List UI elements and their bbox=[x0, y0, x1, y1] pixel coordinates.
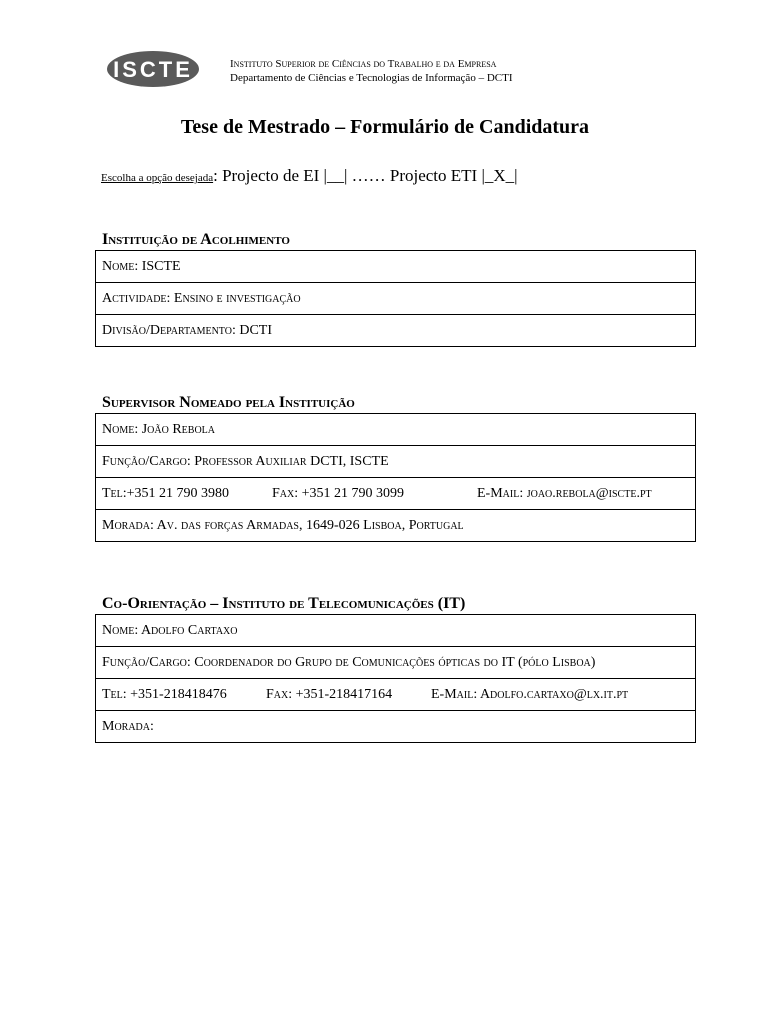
section-title-instituicao: Instituição de Acolhimento bbox=[102, 231, 290, 248]
choice-label: Escolha a opção desejada bbox=[101, 172, 214, 184]
field-funcao-coorientador: Função/Cargo: Coordenador do Grupo de Comunicações ópticas do IT (pólo Lisboa) bbox=[96, 646, 695, 678]
field-morada-coorientador: Morada: bbox=[96, 710, 695, 742]
section-supervisor bbox=[95, 393, 696, 542]
page-title: Tese de Mestrado – Formulário de Candidatura bbox=[180, 116, 590, 138]
field-fax-supervisor: Fax: +351 21 790 3099 bbox=[272, 486, 405, 501]
institution-text bbox=[230, 57, 512, 85]
field-email-supervisor: E-Mail: joao.rebola@iscte.pt bbox=[477, 486, 652, 501]
section-title-supervisor: Supervisor Nomeado pela Instituição bbox=[102, 394, 355, 411]
field-nome-supervisor: Nome: João Rebola bbox=[102, 422, 216, 437]
field-contacts-coorientador bbox=[96, 678, 695, 710]
option-choice bbox=[101, 166, 518, 186]
section-coorientacao bbox=[95, 594, 696, 743]
field-funcao-supervisor: Função/Cargo: Professor Auxiliar DCTI, ISCTE bbox=[96, 445, 695, 477]
field-morada-supervisor: Morada: Av. das forças Armadas, 1649-026 Lisboa, Portugal bbox=[96, 509, 695, 541]
field-tel-supervisor: Tel:+351 21 790 3980 bbox=[102, 486, 230, 501]
table-instituicao bbox=[95, 250, 696, 347]
choice-options: : Projecto de EI |__| …… Projecto ETI |_X_| bbox=[213, 166, 518, 185]
svg-text:ISCTE: ISCTE bbox=[113, 57, 193, 82]
document-header bbox=[106, 50, 666, 90]
field-contacts-supervisor bbox=[96, 477, 695, 509]
section-instituicao bbox=[95, 230, 696, 347]
department-name: Departamento de Ciências e Tecnologias de Informação – DCTI bbox=[230, 72, 513, 84]
table-supervisor bbox=[95, 413, 696, 542]
field-nome-instituicao: Nome: ISCTE bbox=[102, 259, 181, 274]
section-title-coorientacao: Co-Orientação – Instituto de Telecomunicações (IT) bbox=[102, 595, 466, 612]
table-coorientacao bbox=[95, 614, 696, 743]
field-actividade: Actividade: Ensino e investigação bbox=[96, 282, 695, 314]
institute-name: Instituto Superior de Ciências do Trabalho e da Empresa bbox=[230, 58, 497, 70]
field-fax-coorientador: Fax: +351-218417164 bbox=[266, 687, 393, 702]
field-nome-coorientador: Nome: Adolfo Cartaxo bbox=[102, 623, 238, 638]
field-email-coorientador: E-Mail: Adolfo.cartaxo@lx.it.pt bbox=[431, 687, 629, 702]
iscte-logo bbox=[106, 50, 200, 88]
field-divisao: Divisão/Departamento: DCTI bbox=[96, 314, 695, 346]
field-tel-coorientador: Tel: +351-218418476 bbox=[102, 687, 227, 702]
